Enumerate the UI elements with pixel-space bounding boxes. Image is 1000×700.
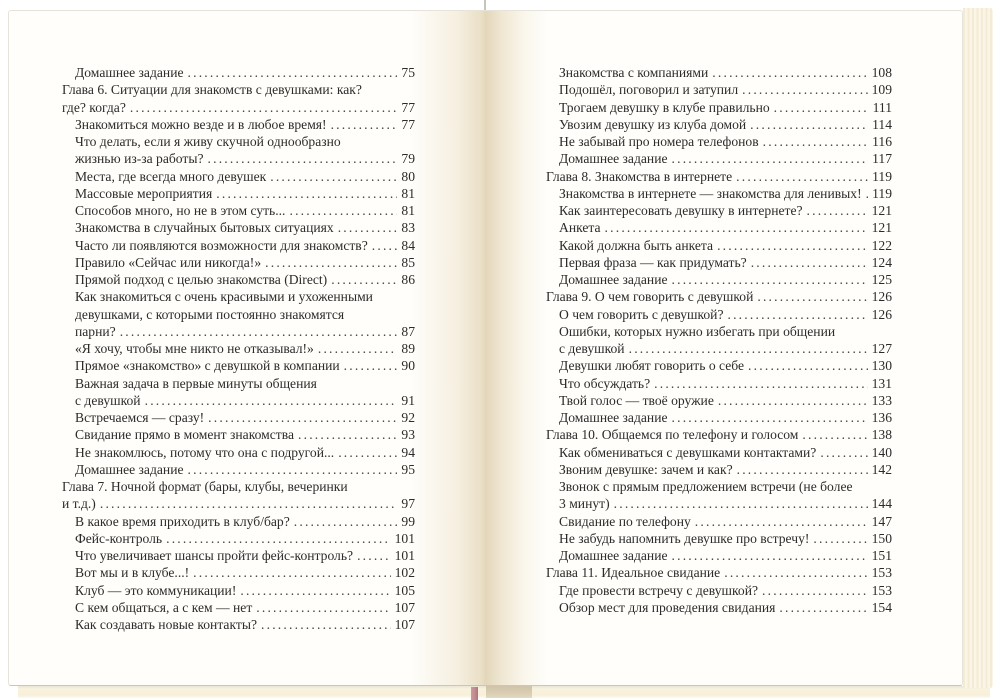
toc-line [546,357,892,374]
toc-entry-title: Знакомства в случайных бытовых ситуациях [75,220,334,236]
toc-page-number: 109 [871,82,892,98]
toc-entry-title: жизнью из-за работы? [75,151,204,167]
toc-line [546,64,892,81]
toc-page-number: 126 [871,306,892,322]
toc-entry-title: Правило «Сейчас или никогда!» [75,254,262,270]
toc-entry-title: Анкета [559,220,601,236]
toc-page-number: 154 [871,599,892,615]
dot-leader [289,202,397,219]
toc-line [546,513,892,530]
dot-leader [672,409,868,426]
toc-line [62,392,415,409]
dot-leader [807,202,868,219]
toc-entry-title: «Я хочу, чтобы мне никто не отказывал!» [75,341,314,356]
toc-entry-title: где? когда? [62,99,126,115]
toc-line [546,99,892,116]
dot-leader [654,375,867,392]
toc-entry-title: Как создавать новые контакты? [75,617,258,632]
dot-leader [208,150,398,167]
dot-leader [750,116,868,133]
dot-leader [100,495,398,512]
toc-line [546,582,892,599]
dot-leader [820,444,867,461]
dot-leader [757,288,867,305]
toc-page-number: 94 [401,444,415,460]
toc-page-number: 124 [871,254,892,270]
toc-entry-title: Где провести встречу с девушкой? [559,582,759,598]
toc-entry-title: Подошёл, поговорил и затупил [559,82,739,98]
toc-entry-title: Места, где всегда много девушек [75,168,267,184]
toc-entry-title: Не забудь напомнить девушке про встречу! [559,530,810,546]
toc-entry-title: Домашнее задание [559,151,668,167]
toc-line [62,237,415,254]
toc-page-number: 101 [394,548,415,563]
toc-page-number: 153 [871,582,892,598]
dot-leader [736,168,868,185]
toc-entry-title: Что делать, если я живу скучной однообразно [75,134,341,149]
toc-line [62,254,415,271]
toc-line [62,168,415,185]
toc-entry-title: Домашнее задание [75,461,184,477]
toc-entry-title: Не забывай про номера телефонов [559,134,759,149]
toc-line [62,306,415,323]
toc-entry-title: Домашнее задание [559,272,668,287]
toc-line [62,202,415,219]
dot-leader [120,323,398,340]
toc-entry-title: Глава 7. Ночной формат (бары, клубы, вечеринки [62,479,348,494]
toc-line [546,81,892,98]
dot-leader [188,461,398,478]
dot-leader [763,133,868,150]
dot-leader [742,81,867,98]
toc-page-number: 108 [871,65,892,80]
toc-page-number: 111 [872,99,892,115]
toc-entry-title: Клуб — это коммуникации! [75,582,237,598]
toc-page-number: 131 [871,375,892,391]
toc-entry-title: Важная задача в первые минуты общения [75,375,317,391]
toc-line [62,495,415,512]
toc-page-number: 84 [401,237,415,253]
toc-page-number: 150 [871,530,892,546]
toc-entry-title: Звоним девушке: зачем и как? [559,461,733,477]
dot-leader [866,185,869,202]
toc-line [546,116,892,133]
dot-leader [712,64,867,81]
toc-line [62,64,415,81]
toc-page-number: 142 [871,461,892,477]
dot-leader [166,530,391,547]
dot-leader [779,599,867,616]
toc-line [546,185,892,202]
dot-leader [724,564,867,581]
toc-page-number: 86 [401,272,415,287]
toc-page-number: 90 [401,358,415,374]
toc-page-number: 127 [871,341,892,356]
toc-entry-title: Знакомства с компаниями [559,65,709,80]
toc-line [546,219,892,236]
dot-leader [718,392,868,409]
toc-page-number: 119 [872,168,892,184]
toc-line [546,237,892,254]
toc-line [546,392,892,409]
toc-line [62,375,415,392]
toc-page-number: 125 [871,272,892,287]
toc-line [546,444,892,461]
toc-entry-title: Свидание по телефону [559,513,691,529]
toc-entry-title: С кем общаться, а с кем — нет [75,599,253,615]
toc-page-number: 102 [394,565,415,581]
toc-page-number: 133 [871,392,892,408]
toc-page-number: 117 [872,151,892,167]
toc-line [62,323,415,340]
toc-line [62,409,415,426]
toc-line [62,426,415,443]
toc-line [62,357,415,374]
toc-entry-title: Как знакомиться с очень красивыми и ухоженными [75,289,373,305]
toc-entry-title: Массовые мероприятия [75,185,213,201]
bookmark-ribbon [471,687,478,700]
toc-page-number: 97 [401,496,415,512]
toc-line [546,340,892,357]
toc-entry-title: Домашнее задание [559,410,668,425]
toc-line [546,599,892,616]
toc-entry-title: Первая фраза — как придумать? [559,254,747,270]
toc-line [62,150,415,167]
toc-line [62,271,415,288]
toc-page-number: 138 [871,427,892,443]
toc-page-number: 140 [871,444,892,460]
toc-line [62,461,415,478]
toc-entry-title: Способов много, но не в этом суть... [75,203,286,218]
dot-leader [318,340,398,357]
toc-entry-title: Как заинтересовать девушку в интернете? [559,203,803,218]
toc-entry-title: Что обсуждать? [559,375,651,391]
dot-leader [717,237,868,254]
toc-entry-title: Какой должна быть анкета [559,237,714,253]
toc-entry-title: Трогаем девушку в клубе правильно [559,99,770,115]
fore-edge-page-stack [963,8,993,688]
toc-page-number: 107 [394,599,415,615]
toc-entry-title: 3 минут) [559,496,610,512]
toc-page-number: 147 [871,513,892,529]
dot-leader [338,444,397,461]
dot-leader [372,237,398,254]
toc-entry-title: Твой голос — твоё оружие [559,392,714,408]
toc-line [62,288,415,305]
toc-entry-title: Глава 10. Общаемся по телефону и голосом [546,427,799,443]
toc-line [62,116,415,133]
dot-leader [240,582,390,599]
dot-leader [261,616,391,633]
toc-page-number: 130 [871,358,892,374]
toc-page-number: 153 [871,565,892,581]
toc-entry-title: Домашнее задание [559,548,668,563]
toc-line [62,185,415,202]
toc-entry-title: Не знакомлюсь, потому что она с подругой... [75,444,335,460]
toc-page-number: 101 [394,530,415,546]
dot-leader [727,306,867,323]
toc-entry-title: Встречаемся — сразу! [75,410,205,425]
toc-page-number: 91 [401,392,415,408]
toc-entry-title: Глава 11. Идеальное свидание [546,565,721,581]
toc-line [62,582,415,599]
toc-page-number: 81 [401,203,415,218]
dot-leader [357,547,391,564]
toc-page-number: 114 [872,116,892,132]
dot-leader [208,409,397,426]
dot-leader [672,150,869,167]
dot-leader [614,495,868,512]
toc-page-number: 75 [401,65,415,80]
toc-page-number: 93 [401,427,415,443]
toc-line [546,150,892,167]
dot-leader [331,116,398,133]
toc-page-number: 79 [401,151,415,167]
toc-page-number: 92 [401,410,415,425]
toc-entry-title: Свидание прямо в момент знакомства [75,427,294,443]
toc-entry-title: с девушкой [75,392,141,408]
toc-line [546,168,892,185]
toc-page-number: 151 [871,548,892,563]
toc-left-column [62,64,415,633]
dot-leader [130,99,398,116]
dot-leader [270,168,397,185]
toc-entry-title: Домашнее задание [75,65,184,80]
toc-entry-title: Глава 9. О чем говорить с девушкой [546,289,754,305]
toc-line [546,478,892,495]
dot-leader [774,99,869,116]
toc-line [62,564,415,581]
toc-line [546,306,892,323]
toc-entry-title: Вот мы и в клубе...! [75,565,190,581]
dot-leader [695,513,868,530]
toc-entry-title: Как обмениваться с девушками контактами? [559,444,817,460]
dot-leader [629,340,868,357]
toc-line [62,478,415,495]
toc-page-number: 121 [871,203,892,218]
toc-entry-title: девушками, с которыми постоянно знакомятся [75,306,345,322]
toc-page-number: 126 [871,289,892,305]
toc-line [62,530,415,547]
dot-leader [193,564,390,581]
dot-leader [813,530,867,547]
toc-entry-title: Девушки любят говорить о себе [559,358,745,374]
toc-line [62,616,415,633]
dot-leader [331,271,397,288]
toc-line [546,271,892,288]
toc-page-number: 144 [871,496,892,512]
toc-line [546,133,892,150]
toc-page-number: 99 [401,513,415,529]
toc-entry-title: Знакомиться можно везде и в любое время! [75,116,327,132]
toc-entry-title: Обзор мест для проведения свидания [559,599,776,615]
dot-leader [294,513,398,530]
toc-line [546,530,892,547]
toc-line [62,444,415,461]
toc-line [62,219,415,236]
toc-line [546,254,892,271]
toc-line [546,202,892,219]
toc-line [546,564,892,581]
toc-entry-title: Что увеличивает шансы пройти фейс-контроль? [75,548,354,563]
toc-line [62,513,415,530]
dot-leader [672,547,868,564]
toc-page-number: 95 [401,461,415,477]
dot-leader [672,271,868,288]
toc-entry-title: Глава 6. Ситуации для знакомств с девушками: как? [62,82,362,98]
toc-page-number: 77 [401,116,415,132]
right-page [486,10,963,686]
toc-entry-title: Знакомства в интернете — знакомства для ленивых! [559,185,862,201]
left-page [8,10,486,686]
toc-line [62,133,415,150]
toc-entry-title: В какое время приходить в клуб/бар? [75,513,290,529]
toc-line [546,495,892,512]
bottom-gutter-shadow [486,686,532,698]
toc-entry-title: Увозим девушку из клуба домой [559,116,747,132]
toc-line [546,426,892,443]
toc-page-number: 136 [871,410,892,425]
toc-entry-title: Глава 8. Знакомства в интернете [546,168,733,184]
toc-line [62,547,415,564]
toc-entry-title: Часто ли появляются возможности для знакомств? [75,237,368,253]
toc-entry-title: Фейс-контроль [75,530,163,546]
dot-leader [216,185,397,202]
toc-page-number: 105 [394,582,415,598]
dot-leader [802,426,867,443]
toc-entry-title: Звонок с прямым предложением встречи (не более [559,479,853,494]
toc-entry-title: О чем говорить с девушкой? [559,306,724,322]
toc-entry-title: с девушкой [559,341,625,356]
toc-page-number: 107 [394,617,415,632]
toc-line [62,99,415,116]
toc-entry-title: парни? [75,323,116,339]
toc-line [62,340,415,357]
toc-page-number: 83 [401,220,415,236]
toc-page-number: 89 [401,341,415,356]
toc-line [62,81,415,98]
toc-entry-title: и т.д.) [62,496,96,512]
dot-leader [265,254,397,271]
toc-line [546,547,892,564]
toc-entry-title: Прямое «знакомство» с девушкой в компании [75,358,340,374]
dot-leader [605,219,868,236]
dot-leader [344,357,398,374]
dot-leader [737,461,868,478]
toc-line [546,409,892,426]
dot-leader [762,582,868,599]
toc-page-number: 77 [401,99,415,115]
toc-line [546,461,892,478]
toc-page-number: 119 [872,185,892,201]
toc-page-number: 121 [871,220,892,236]
dot-leader [338,219,398,236]
toc-entry-title: Прямой подход с целью знакомства (Direct) [75,272,328,287]
toc-page-number: 122 [871,237,892,253]
toc-line [62,599,415,616]
dot-leader [748,357,868,374]
toc-page-number: 81 [401,185,415,201]
dot-leader [751,254,868,271]
dot-leader [256,599,390,616]
dot-leader [145,392,398,409]
toc-line [546,323,892,340]
toc-page-number: 116 [872,134,892,149]
toc-right-column [546,64,892,616]
toc-page-number: 87 [401,323,415,339]
toc-page-number: 80 [401,168,415,184]
toc-line [546,288,892,305]
toc-entry-title: Ошибки, которых нужно избегать при общении [559,323,836,339]
toc-line [546,375,892,392]
toc-page-number: 85 [401,254,415,270]
dot-leader [188,64,398,81]
dot-leader [298,426,397,443]
